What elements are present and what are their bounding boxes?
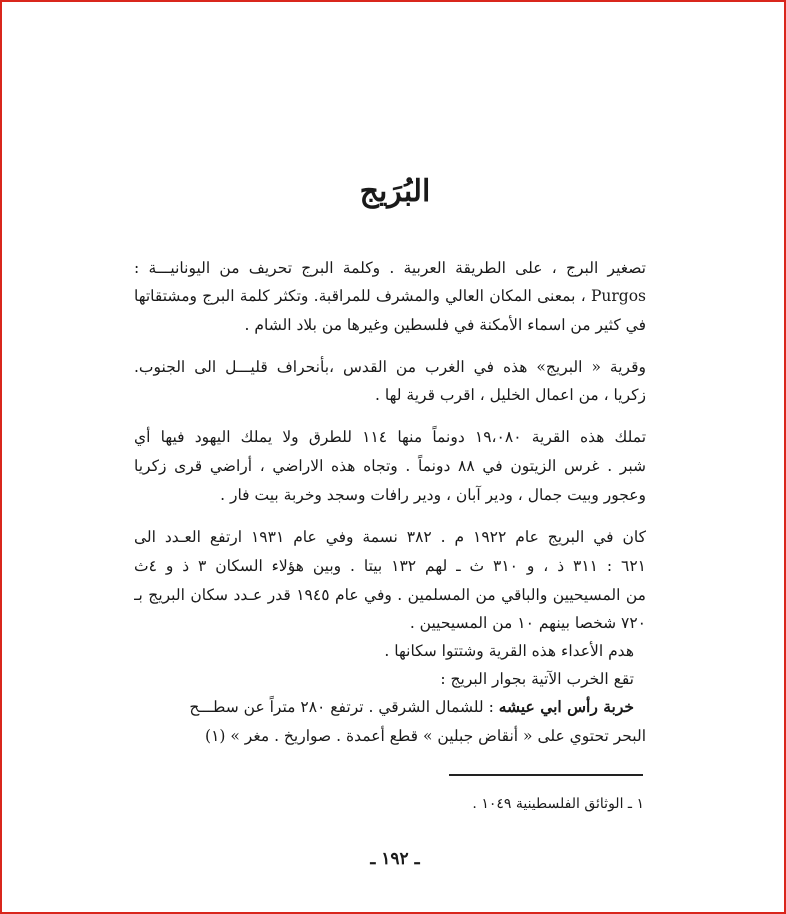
- paragraph-8: البحر تحتوي على « أنقاض جبلين » قطع أعمدة . صواريخ . مغر » (١): [205, 727, 646, 745]
- ruin-description: : للشمال الشرقي . ترتفع ٢٨٠ متراً عن سطـــح: [189, 698, 499, 716]
- page-title: البُرَيج: [359, 174, 431, 209]
- paragraph-1-line-1: تصغير البرج ، على الطريقة العربية . وكلمة البرج تحريف من اليونانيـــة :: [134, 259, 646, 277]
- footnote: ١ ـ الوثائق الفلسطينية ١٠٤٩ .: [472, 796, 644, 812]
- paragraph-4-line-4: ٧٢٠ شخصا بينهم ١٠ من المسيحيين .: [409, 614, 646, 632]
- page-number: ـ ١٩٢ ـ: [370, 849, 420, 869]
- paragraph-6: تقع الخرب الآتية بجوار البريج :: [440, 670, 634, 688]
- paragraph-2-line-1: وقرية « البريج» هذه في الغرب من القدس ،بأنحراف قليـــل الى الجنوب.: [134, 358, 646, 376]
- paragraph-5: هدم الأعداء هذه القرية وشتتوا سكانها .: [384, 642, 634, 660]
- paragraph-4-line-2: ٦٢١ : ٣١١ ذ ، و ٣١٠ ث ـ لهم ١٣٢ بيتا . وبين هؤلاء السكان ٣ ذ و ٤ث: [134, 557, 646, 575]
- paragraph-1-line-3: في كثير من اسماء الأمكنة في فلسطين وغيرها من بلاد الشام .: [244, 316, 646, 334]
- footnote-divider: [449, 774, 643, 776]
- paragraph-4-line-3: من المسيحيين والباقي من المسلمين . وفي عام ١٩٤٥ قدر عـدد سكان البريج بـ: [134, 586, 646, 604]
- paragraph-1-line-2: Purgos ، بمعنى المكان العالي والمشرف للمراقبة. وتكثر كلمة البرج ومشتقاتها: [134, 287, 646, 305]
- ruin-name: خربة رأس ابي عيشه: [498, 697, 634, 716]
- paragraph-3-line-3: وعجور وبيت جمال ، ودير آبان ، ودير رافات وسجد وخربة بيت فار .: [220, 486, 646, 504]
- paragraph-7: [134, 695, 634, 719]
- paragraph-2-line-2: زكريا ، من اعمال الخليل ، اقرب قرية لها .: [375, 386, 646, 404]
- paragraph-4-line-1: كان في البريج عام ١٩٢٢ م . ٣٨٢ نسمة وفي عام ١٩٣١ ارتفع العـدد الى: [134, 528, 646, 546]
- paragraph-3-line-1: تملك هذه القرية ١٩،٠٨٠ دونماً منها ١١٤ للطرق ولا يملك اليهود فيها أي: [134, 428, 646, 446]
- paragraph-3-line-2: شبر . غرس الزيتون في ٨٨ دونماً . وتجاه هذه الاراضي ، أراضي قرى زكريا: [134, 457, 646, 475]
